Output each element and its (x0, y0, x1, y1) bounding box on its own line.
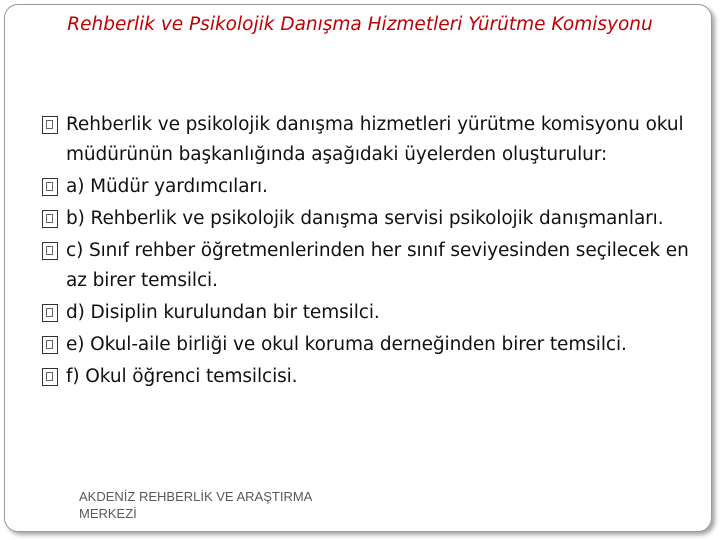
list-item (40, 298, 690, 328)
list-item (40, 362, 690, 392)
bullet-text: a) Müdür yardımcıları. (66, 176, 268, 197)
list-item (40, 330, 690, 360)
bullet-text: c) Sınıf rehber öğretmenlerinden her sınıf seviyesinden seçilecek en az birer temsilci. (66, 240, 689, 291)
bullet-box-icon (42, 368, 58, 386)
bullet-box-icon (42, 210, 58, 228)
list-item (40, 236, 690, 296)
list-item (40, 172, 690, 202)
bullet-box-icon (42, 116, 58, 134)
list-item (40, 204, 690, 234)
bullet-text: e) Okul-aile birliği ve okul koruma derneğinden birer temsilci. (66, 334, 627, 355)
bullet-box-icon (42, 178, 58, 196)
bullet-text: b) Rehberlik ve psikolojik danışma servisi psikolojik danışmanları. (66, 208, 664, 229)
slide-title: Rehberlik ve Psikolojik Danışma Hizmetleri Yürütme Komisyonu (67, 14, 653, 35)
bullet-box-icon (42, 336, 58, 354)
bullet-text: f) Okul öğrenci temsilcisi. (66, 366, 298, 387)
bullet-box-icon (42, 242, 58, 260)
footer-text: AKDENİZ REHBERLİK VE ARAŞTIRMA MERKEZİ (79, 489, 312, 521)
bullet-text: d) Disiplin kurulundan bir temsilci. (66, 302, 380, 323)
bullet-box-icon (42, 304, 58, 322)
bullet-list (40, 110, 690, 394)
bullet-text: Rehberlik ve psikolojik danışma hizmetleri yürütme komisyonu okul müdürünün başkanlığında aşağıdaki üyelerden oluşturulur: (66, 114, 684, 165)
list-item (40, 110, 690, 170)
